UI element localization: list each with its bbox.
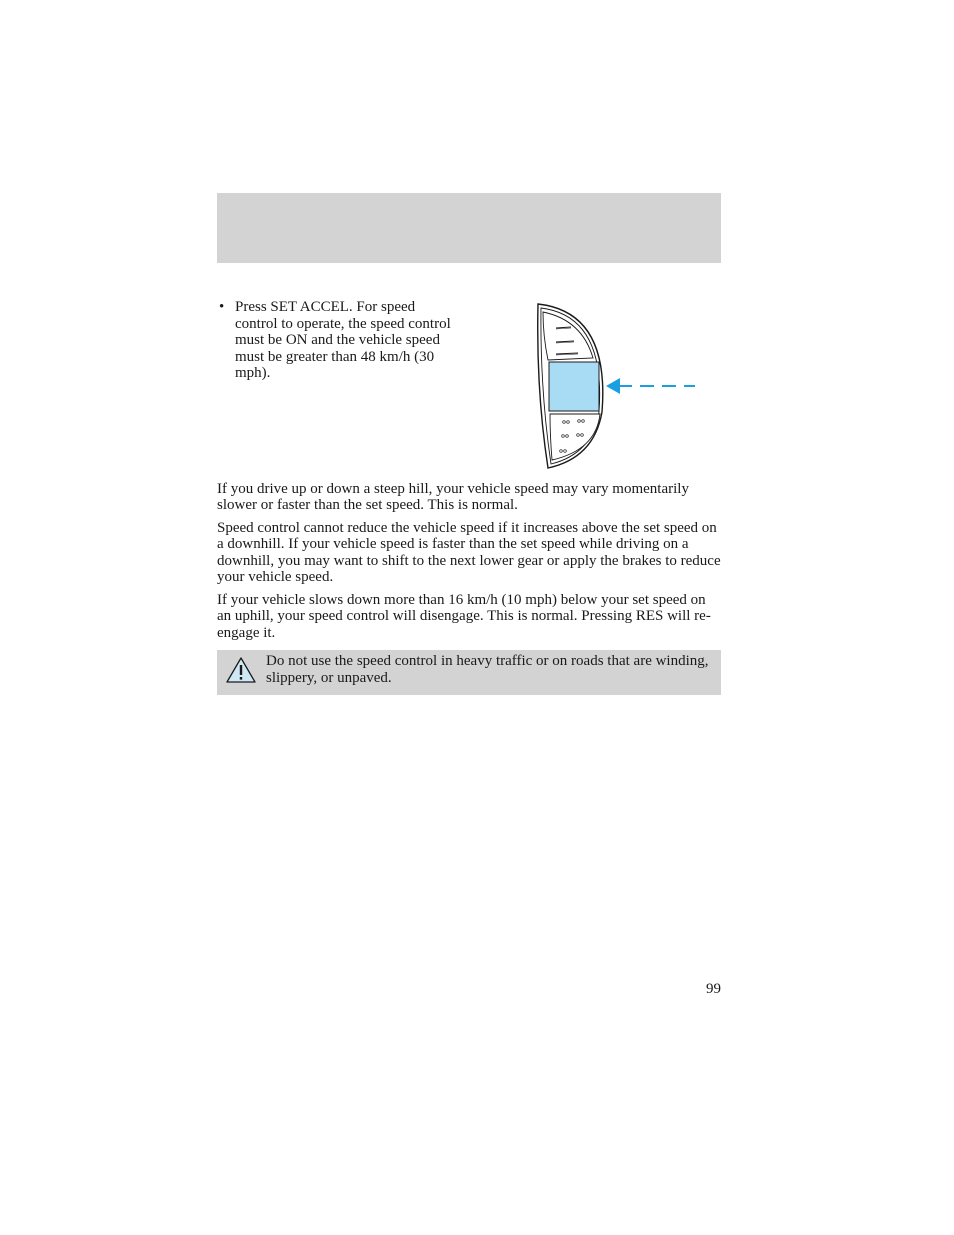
paragraph-steep-hill: If you drive up or down a steep hill, your vehicle speed may vary momentarily slower or faster than the set speed. This is normal.: [217, 481, 689, 514]
section-header-band: [217, 193, 721, 263]
warning-triangle-icon: [225, 656, 257, 684]
bullet-text: Press SET ACCEL. For speed control to operate, the speed control must be ON and the vehicle speed must be greater than 48 km/h (30 mph).: [235, 299, 451, 381]
set-accel-button: [549, 362, 599, 411]
pointer-arrow-icon: [606, 378, 695, 394]
bullet-item: [217, 299, 457, 382]
warning-text: Do not use the speed control in heavy traffic or on roads that are winding, slippery, or unpaved.: [266, 653, 709, 686]
paragraph-downhill: Speed control cannot reduce the vehicle speed if it increases above the set speed on a downhill. If your vehicle speed is faster than the set speed while driving on a downhill, you may want to shift to the next lower gear or apply the brakes to reduce your vehicle speed.: [217, 520, 721, 585]
speed-control-switch-illustration: [530, 300, 700, 472]
page-number: 99: [706, 981, 721, 997]
bullet-symbol: •: [219, 299, 225, 315]
warning-box: [217, 650, 721, 695]
paragraph-uphill: If your vehicle slows down more than 16 km/h (10 mph) below your set speed on an uphill, your speed control will disengage. This is normal. Pressing RES will re-engage it.: [217, 592, 711, 641]
